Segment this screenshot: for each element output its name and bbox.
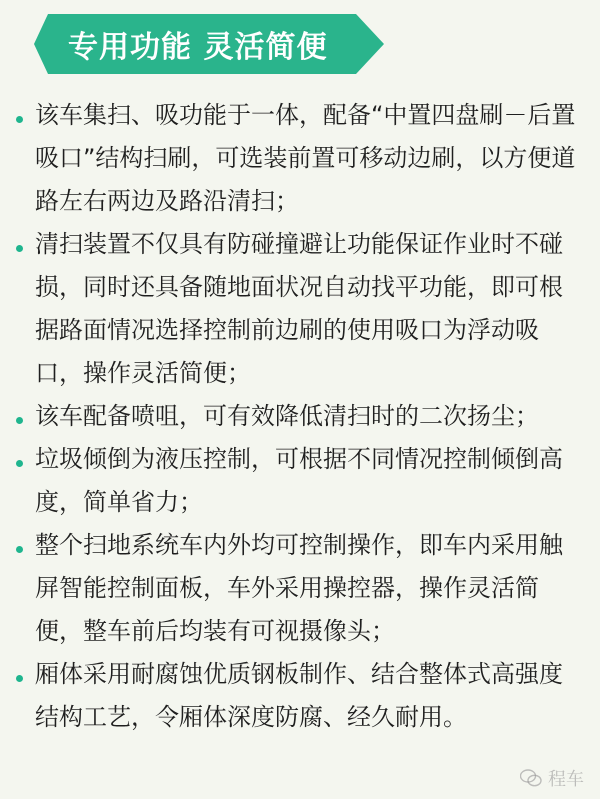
section-title: 专用功能 灵活简便 xyxy=(68,30,328,65)
bullet-icon xyxy=(16,417,23,424)
bullet-icon xyxy=(16,245,23,252)
list-item-text: 垃圾倾倒为液压控制，可根据不同情况控制倾倒高度，简单省力； xyxy=(35,445,563,516)
list-item-text: 清扫装置不仅具有防碰撞避让功能保证作业时不碰损，同时还具备随地面状况自动找平功能，即可根据路面情况选择控制前边刷的使用吸口为浮动吸口，操作灵活简便； xyxy=(35,230,563,387)
list-item xyxy=(0,653,600,739)
list-item-text: 整个扫地系统车内外均可控制操作，即车内采用触屏智能控制面板，车外采用操控器，操作灵活简便，整车前后均装有可视摄像头； xyxy=(35,531,563,645)
list-item xyxy=(0,524,600,653)
bullet-icon xyxy=(16,675,23,682)
list-item-text: 该车集扫、吸功能于一体，配备“中置四盘刷－后置吸口”结构扫刷，可选装前置可移动边刷，以方便道路左右两边及路沿清扫； xyxy=(35,101,576,215)
bullet-icon xyxy=(16,546,23,553)
list-item-text: 该车配备喷咀，可有效降低清扫时的二次扬尘； xyxy=(35,402,539,430)
list-item xyxy=(0,94,600,223)
bullet-icon xyxy=(16,116,23,123)
list-item xyxy=(0,223,600,395)
bullet-icon xyxy=(16,460,23,467)
feature-list xyxy=(0,94,600,739)
watermark xyxy=(520,765,584,791)
watermark-text: 程车 xyxy=(548,769,584,790)
list-item xyxy=(0,438,600,524)
section-banner xyxy=(34,14,384,74)
list-item-text: 厢体采用耐腐蚀优质钢板制作、结合整体式高强度结构工艺，令厢体深度防腐、经久耐用。 xyxy=(35,660,563,731)
wechat-icon xyxy=(520,769,542,787)
list-item xyxy=(0,395,600,438)
